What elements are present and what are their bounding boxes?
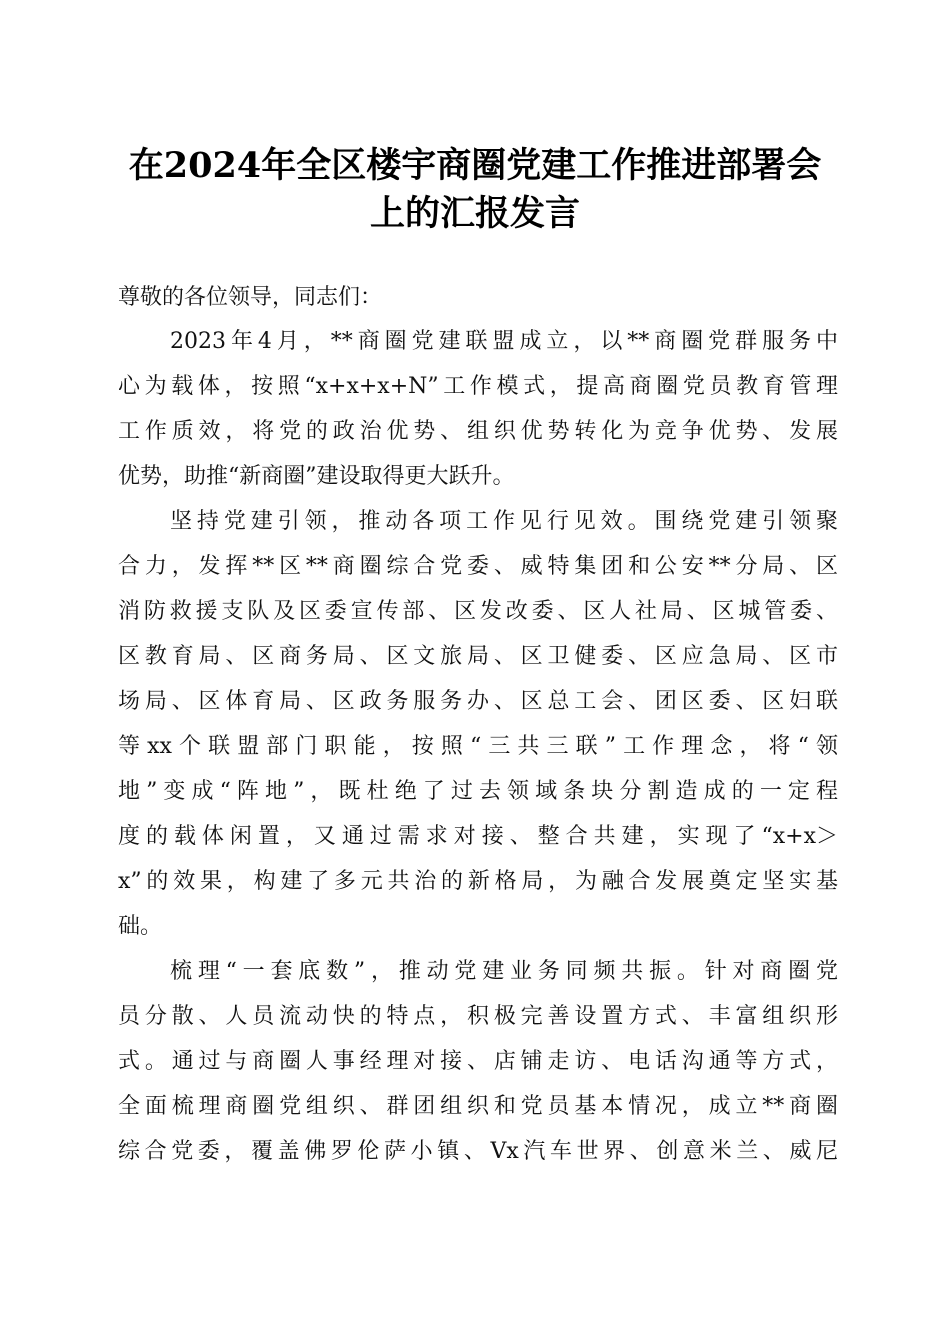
paragraph-2-line-9: x”的效果，构建了多元共治的新格局，为融合发展奠定坚实基	[118, 869, 838, 894]
paragraph-1-line-1: 2023年4月，**商圈党建联盟成立，以**商圈党群服务中	[170, 329, 838, 354]
document-title-line-1: 在2024年全区楼宇商圈党建工作推进部署会	[128, 145, 822, 186]
paragraph-1-line-3: 工作质效，将党的政治优势、组织优势转化为竞争优势、发展	[118, 419, 838, 444]
paragraph-3-line-3: 式。通过与商圈人事经理对接、店铺走访、电话沟通等方式，	[118, 1049, 838, 1074]
paragraph-3-line-4: 全面梳理商圈党组织、群团组织和党员基本情况，成立**商圈	[118, 1094, 838, 1119]
paragraph-3-line-1: 梳理“一套底数”，推动党建业务同频共振。针对商圈党	[170, 959, 838, 984]
paragraph-1-line-4: 优势，助推“新商圈”建设取得更大跃升。	[118, 464, 515, 489]
paragraph-2-line-3: 消防救援支队及区委宣传部、区发改委、区人社局、区城管委、	[118, 599, 838, 624]
paragraph-3-line-5: 综合党委，覆盖佛罗伦萨小镇、Vx汽车世界、创意米兰、威尼	[118, 1139, 838, 1164]
paragraph-2-line-10: 础。	[118, 914, 163, 939]
paragraph-3-line-2: 员分散、人员流动快的特点，积极完善设置方式、丰富组织形	[118, 1004, 838, 1029]
document-title-line-2: 上的汇报发言	[369, 193, 580, 234]
paragraph-2-line-4: 区教育局、区商务局、区文旅局、区卫健委、区应急局、区市	[118, 644, 838, 669]
paragraph-2-line-5: 场局、区体育局、区政务服务办、区总工会、团区委、区妇联	[118, 689, 838, 714]
paragraph-2-line-2: 合力，发挥**区**商圈综合党委、威特集团和公安**分局、区	[118, 554, 838, 579]
paragraph-2-line-1: 坚持党建引领，推动各项工作见行见效。围绕党建引领聚	[170, 509, 838, 534]
paragraph-2-line-7: 地”变成“阵地”，既杜绝了过去领域条块分割造成的一定程	[118, 779, 838, 804]
salutation: 尊敬的各位领导，同志们：	[118, 285, 383, 310]
paragraph-2-line-8: 度的载体闲置，又通过需求对接、整合共建，实现了“x+x＞	[118, 824, 838, 849]
paragraph-1-line-2: 心为载体，按照“x+x+x+N”工作模式，提高商圈党员教育管理	[118, 374, 838, 399]
paragraph-2-line-6: 等xx个联盟部门职能，按照“三共三联”工作理念，将“领	[118, 734, 838, 759]
